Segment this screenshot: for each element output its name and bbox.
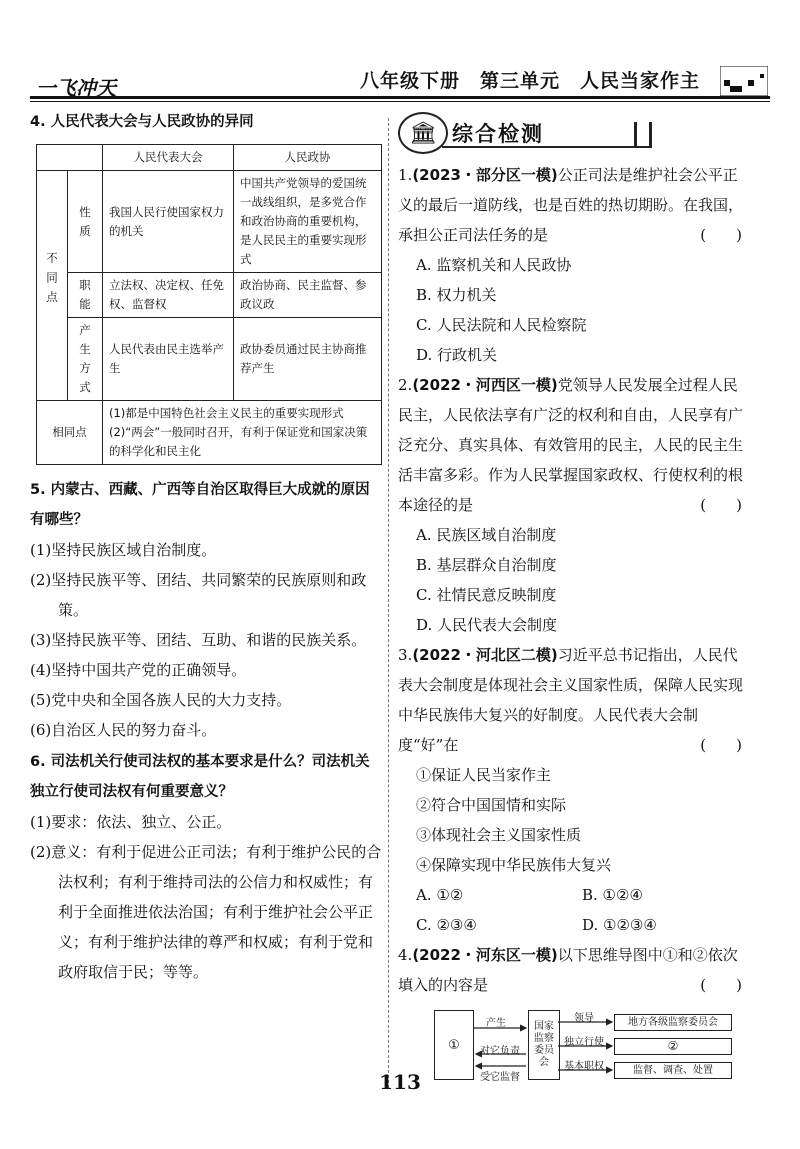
arrow-label-responsible: 对它负责 <box>480 1046 520 1057</box>
box-2: ② <box>614 1038 732 1055</box>
page-number: 113 <box>379 1070 421 1094</box>
building-icon: 🏛 <box>398 112 448 154</box>
nature-cppcc-cell: 中国共产党领导的爱国统一战线组织，是多党合作和政治协商的重要机构，是人民民主的重要实现形式 <box>234 171 382 273</box>
statement: ①保证人民当家作主 <box>416 766 552 784</box>
page-header <box>30 52 770 104</box>
option-a: A. ①② <box>416 886 464 904</box>
method-cppcc-cell: 政协委员通过民主协商推荐产生 <box>234 318 382 401</box>
box-duties: 监督、调查、处置 <box>614 1062 732 1079</box>
answer-bracket: ( ) <box>700 496 742 514</box>
q6-item: (1)要求：依法、独立、公正。 <box>30 813 232 831</box>
option-b: B. 权力机关 <box>416 286 497 304</box>
question-source: (2022・河北区二模) <box>412 646 558 664</box>
box-1: ① <box>434 1010 474 1080</box>
table-header-row <box>37 145 382 171</box>
nature-npc-cell: 我国人民行使国家权力的机关 <box>103 171 234 273</box>
arrow-label-produce: 产生 <box>486 1018 506 1029</box>
center-box-commission: 国家监察委员会 <box>528 1010 560 1080</box>
col-header-cppcc: 人民政协 <box>234 145 382 171</box>
col-header-npc: 人民代表大会 <box>103 145 234 171</box>
question-number: 3. <box>398 646 413 664</box>
method-npc-cell: 人民代表由民主选举产生 <box>103 318 234 401</box>
left-column <box>30 108 382 987</box>
same-point-2: (2)“两会”一般同时召开，有利于保证党和国家决策的科学化和民主化 <box>109 425 368 458</box>
answer-bracket: ( ) <box>700 976 742 994</box>
same-cell <box>103 401 382 465</box>
table-row <box>37 273 382 318</box>
answer-bracket: ( ) <box>700 226 742 244</box>
mc-question-2 <box>398 370 748 520</box>
statement: ③体现社会主义国家性质 <box>416 826 582 844</box>
option-b: B. 基层群众自治制度 <box>416 556 557 574</box>
question-number: 2. <box>398 376 413 394</box>
q5-item: (4)坚持中国共产党的正确领导。 <box>30 661 247 679</box>
q5-heading: 5. 内蒙古、西藏、广西等自治区取得巨大成就的原因有哪些？ <box>30 482 370 528</box>
function-cppcc-cell: 政治协商、民主监督、参政议政 <box>234 273 382 318</box>
answer-bracket: ( ) <box>700 736 742 754</box>
table-corner-cell <box>37 145 103 171</box>
option-a: A. 监察机关和人民政协 <box>416 256 572 274</box>
question-stem: 以下思维导图中①和②依次填入的内容是 <box>398 946 738 994</box>
group-diff-label: 不同点 <box>37 171 68 401</box>
option-d: D. ①②③④ <box>582 916 657 934</box>
chapter-title: 八年级下册 第三单元 人民当家作主 <box>359 70 700 92</box>
q5-item: (2)坚持民族平等、团结、共同繁荣的民族原则和政策。 <box>30 571 367 619</box>
options-row <box>398 880 748 910</box>
mc-question-4 <box>398 940 748 1000</box>
q5-item: (6)自治区人民的努力奋斗。 <box>30 721 217 739</box>
question-stem: 公正司法是维护社会公平正义的最后一道防线，也是百姓的热切期盼。在我国，承担公正司法任务的是 <box>398 166 744 244</box>
row-label-same: 相同点 <box>37 401 103 465</box>
label-lead: 领导 <box>574 1013 594 1024</box>
q6-item: (2)意义：有利于促进公正司法；有利于维护公民的合法权利；有利于维持司法的公信力和权威性；有利于全面推进依法治国；有利于维护社会公平正义；有利于维护法律的尊严和权威；有利于党和政府取信于民；等等。 <box>30 843 382 981</box>
option-d: D. 行政机关 <box>416 346 498 364</box>
row-label-function: 职能 <box>68 273 103 318</box>
header-rule <box>30 96 770 99</box>
mc-question-1 <box>398 160 748 250</box>
comparison-table <box>36 144 382 465</box>
table-row <box>37 401 382 465</box>
option-d: D. 人民代表大会制度 <box>416 616 558 634</box>
column-divider <box>388 118 389 1088</box>
section-bars-decoration <box>634 122 652 148</box>
question-source: (2023・部分区一模) <box>412 166 558 184</box>
right-column <box>398 112 748 1088</box>
question-number: 4. <box>398 946 413 964</box>
row-label-method: 产生方式 <box>68 318 103 401</box>
option-c: C. 社情民意反映制度 <box>416 586 557 604</box>
option-a: A. 民族区域自治制度 <box>416 526 557 544</box>
q6-heading: 6. 司法机关行使司法权的基本要求是什么？司法机关独立行使司法权有何重要意义？ <box>30 754 370 800</box>
options-row <box>398 910 748 940</box>
section-title-banner <box>398 112 748 154</box>
option-c: C. ②③④ <box>416 916 477 934</box>
label-powers: 基本职权 <box>564 1061 604 1072</box>
table-row <box>37 318 382 401</box>
arrow-label-supervise: 受它监督 <box>480 1072 520 1083</box>
series-logo: 一飞冲天 <box>36 76 116 100</box>
box-local-commission: 地方各级监察委员会 <box>614 1014 732 1031</box>
header-rule-thin <box>30 101 770 102</box>
statement: ②符合中国国情和实际 <box>416 796 567 814</box>
section-title: 综合检测 <box>452 122 544 146</box>
same-point-1: (1)都是中国特色社会主义民主的重要实现形式 <box>109 406 344 420</box>
question-number: 1. <box>398 166 413 184</box>
question-stem: 习近平总书记指出，人民代表大会制度是体现社会主义国家性质，保障人民实现中华民族伟大复兴的好制度。人民代表大会制度“好”在 <box>398 646 744 754</box>
q4-heading: 4. 人民代表大会与人民政协的异同 <box>30 114 254 130</box>
q5-item: (3)坚持民族平等、团结、互助、和谐的民族关系。 <box>30 631 367 649</box>
q5-item: (1)坚持民族区域自治制度。 <box>30 541 217 559</box>
question-stem: 党领导人民发展全过程人民民主，人民依法享有广泛的权利和自由，人民享有广泛充分、真实具体、有效管用的民主，人民的民主生活丰富多彩。作为人民掌握国家政权、行使权利的根本途径的是 <box>398 376 744 514</box>
label-independent: 独立行使 <box>564 1037 604 1048</box>
table-row <box>37 171 382 273</box>
row-label-nature: 性质 <box>68 171 103 273</box>
mc-question-3 <box>398 640 748 760</box>
option-b: B. ①②④ <box>582 886 643 904</box>
option-c: C. 人民法院和人民检察院 <box>416 316 587 334</box>
question-source: (2022・河西区一模) <box>412 376 558 394</box>
statement: ④保障实现中华民族伟大复兴 <box>416 856 612 874</box>
q5-item: (5)党中央和全国各族人民的大力支持。 <box>30 691 292 709</box>
question-source: (2022・河东区一模) <box>412 946 558 964</box>
function-npc-cell: 立法权、决定权、任免权、监督权 <box>103 273 234 318</box>
checker-decoration-icon <box>720 66 768 96</box>
